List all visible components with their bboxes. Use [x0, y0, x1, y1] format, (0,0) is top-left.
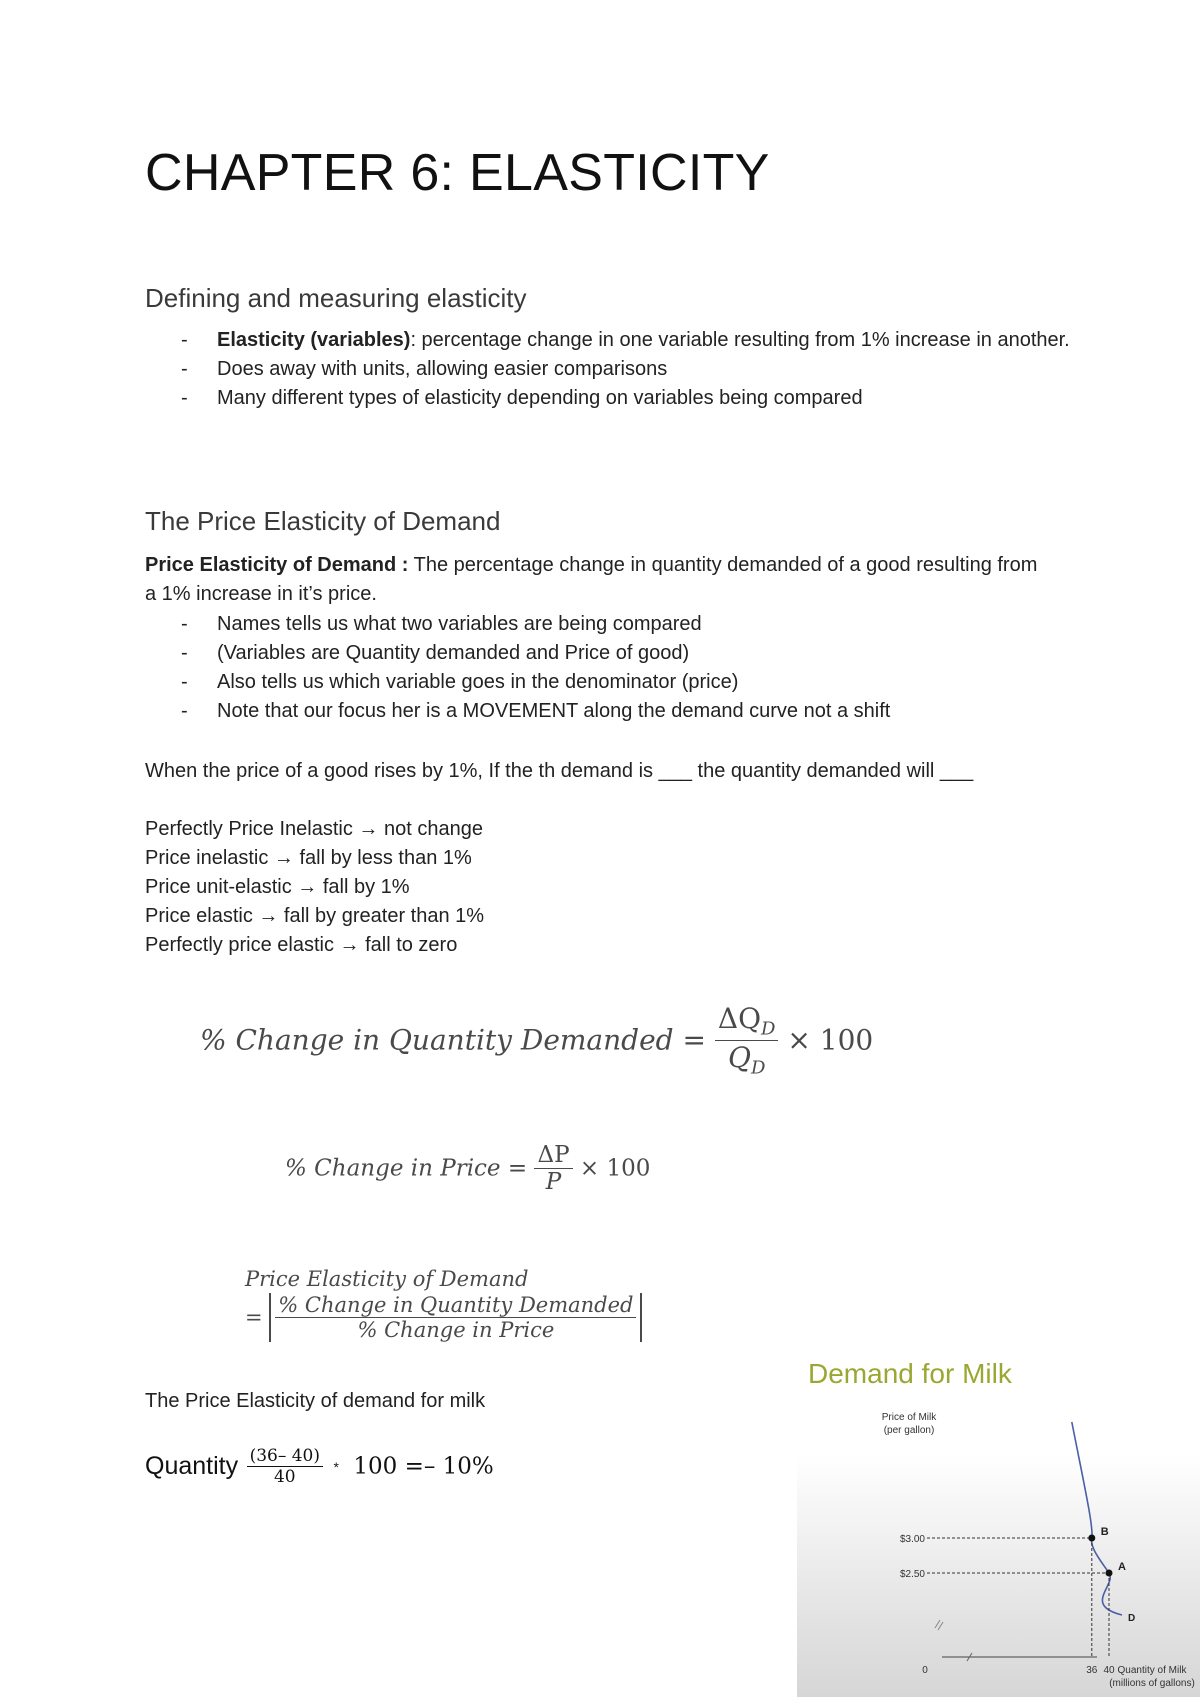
formula-ped-eq: = — [245, 1305, 263, 1330]
formula-qd-tail: × 100 — [787, 1023, 874, 1057]
calc-star: * — [333, 1458, 339, 1475]
formula-qd-den-sub: D — [750, 1057, 766, 1079]
when-statement: When the price of a good rises by 1%, If the th demand is ___ the quantity demanded will ___ — [145, 760, 974, 782]
ped-notes-list — [145, 610, 1075, 726]
elasticity-case: Perfectly price elastic → fall to zero — [145, 934, 458, 956]
ped-definition — [145, 551, 1045, 609]
formula-quantity-change — [200, 1002, 873, 1078]
bullet-term: Elasticity (variables) — [217, 329, 411, 351]
formula-ped-abs — [269, 1293, 642, 1342]
chart-x-tick: 0 — [922, 1665, 928, 1676]
bullet-text: : percentage change in one variable resulting from 1% increase in another. — [410, 329, 1070, 351]
formula-qd-numerator: ΔQ — [717, 1002, 762, 1035]
chart-x-label: Quantity of Milk — [1117, 1665, 1187, 1676]
chart-y-label: (per gallon) — [883, 1425, 935, 1436]
definition-bullet — [145, 384, 1075, 413]
calc-fraction — [247, 1446, 323, 1487]
calc-tail: 100 =– 10% — [353, 1453, 494, 1480]
calc-numerator: (36– 40) — [247, 1446, 323, 1467]
chart-x-tick: 36 — [1086, 1665, 1098, 1676]
chart-x-tick: 40 — [1103, 1665, 1115, 1676]
chart-title: Demand for Milk — [808, 1358, 1012, 1389]
formula-p-denominator: P — [545, 1169, 562, 1195]
demand-chart — [797, 1350, 1200, 1697]
formula-p-fraction — [534, 1142, 572, 1195]
chart-x-label: (millions of gallons) — [1109, 1678, 1195, 1689]
demand-curve — [1072, 1422, 1122, 1615]
milk-calculation — [145, 1446, 494, 1487]
definition-bullet — [145, 326, 1075, 355]
formula-p-numerator: ΔP — [534, 1142, 572, 1169]
formula-price-change — [285, 1142, 650, 1195]
formula-p-lhs: % Change in Price = — [285, 1155, 528, 1182]
chart-point-label: B — [1100, 1526, 1109, 1538]
chart-y-axis-break — [935, 1620, 940, 1628]
chart-y-axis-break — [938, 1622, 943, 1630]
formula-ped-denominator: % Change in Price — [357, 1318, 555, 1342]
elasticity-case: Price elastic → fall by greater than 1% — [145, 905, 485, 927]
bullet-text: Many different types of elasticity depending on variables being compared — [217, 387, 863, 409]
chart-y-tick: $3.00 — [899, 1534, 925, 1545]
calc-denominator: 40 — [273, 1467, 296, 1487]
section-heading-ped: The Price Elasticity of Demand — [145, 506, 501, 536]
ped-note-bullet: - Also tells us which variable goes in the denominator (price) — [145, 668, 1075, 697]
chart-y-tick: $2.50 — [899, 1569, 925, 1580]
elasticity-cases — [145, 815, 484, 960]
chart-point-label: A — [1118, 1561, 1126, 1573]
chart-point-b — [1088, 1535, 1095, 1542]
ped-note-bullet: - Note that our focus her is a MOVEMENT along the demand curve not a shift — [145, 697, 1075, 726]
bullet-text: Does away with units, allowing easier comparisons — [217, 358, 668, 380]
formula-ped-line1: Price Elasticity of Demand — [245, 1267, 529, 1291]
milk-caption: The Price Elasticity of demand for milk — [145, 1390, 486, 1412]
section-heading-defining: Defining and measuring elasticity — [145, 283, 527, 313]
definition-list — [145, 326, 1075, 413]
elasticity-case: Price unit-elastic → fall by 1% — [145, 876, 410, 898]
definition-bullet — [145, 355, 1075, 384]
elasticity-case: Perfectly Price Inelastic → not change — [145, 818, 483, 840]
ped-note-bullet: - Names tells us what two variables are being compared — [145, 610, 1075, 639]
formula-qd-lhs: % Change in Quantity Demanded = — [200, 1023, 706, 1057]
formula-qd-denominator: Q — [727, 1040, 751, 1074]
formula-p-tail: × 100 — [579, 1155, 651, 1182]
ped-definition-term: Price Elasticity of Demand : — [145, 554, 409, 576]
formula-qd-fraction — [715, 1002, 779, 1078]
ped-definition-text: The percentage change in quantity demanded of a good resulting from a 1% increase in it’s price. — [145, 554, 1038, 605]
calc-label: Quantity — [145, 1452, 239, 1480]
formula-qd-num-sub: D — [761, 1018, 776, 1040]
chart-y-label: Price of Milk — [881, 1412, 937, 1423]
chart-point-a — [1106, 1570, 1113, 1577]
formula-ped-numerator: % Change in Quantity Demanded — [275, 1293, 636, 1318]
ped-note-bullet: - (Variables are Quantity demanded and Price of good) — [145, 639, 1075, 668]
elasticity-case: Price inelastic → fall by less than 1% — [145, 847, 472, 869]
demand-curve-label: D — [1128, 1613, 1136, 1624]
page-title: CHAPTER 6: ELASTICITY — [145, 144, 770, 202]
formula-ped — [245, 1293, 642, 1342]
